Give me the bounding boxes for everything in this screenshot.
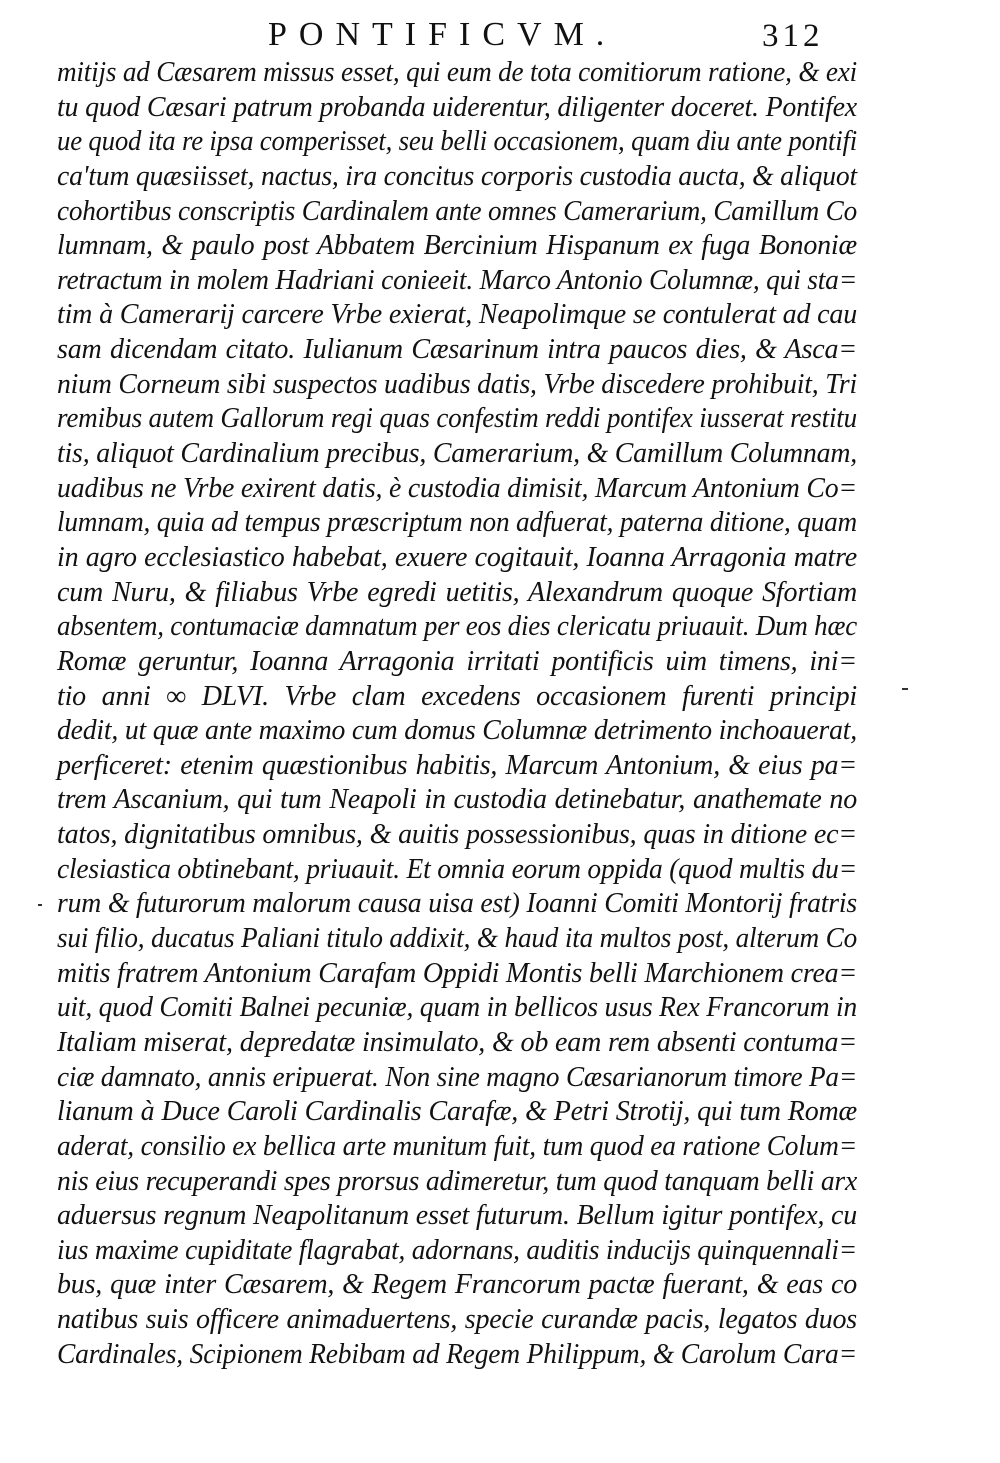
margin-mark	[38, 904, 42, 906]
text-line: perficeret: etenim quæstionibus habitis, Marcum Antonium, & eius pa=	[57, 749, 857, 781]
text-line: uadibus ne Vrbe exirent datis, è custodia dimisit, Marcum Antonium Co=	[57, 472, 857, 504]
text-line: cohortibus conscriptis Cardinalem ante omnes Camerarium, Camillum Co	[57, 195, 857, 227]
text-line: retractum in molem Hadriani conieeit. Marco Antonio Columnæ, qui sta=	[57, 264, 857, 296]
text-line: tu quod Cæsari patrum probanda uiderentur, diligenter doceret. Pontifex	[57, 91, 857, 123]
text-line: sam dicendam citato. Iulianum Cæsarinum intra paucos dies, & Asca=	[57, 334, 857, 366]
running-head	[0, 0, 1000, 62]
text-line: tim à Camerarij carcere Vrbe exierat, Neapolimque se contulerat ad cau	[57, 299, 857, 331]
page-number: 312	[762, 18, 824, 54]
text-line: ue quod ita re ipsa comperisset, seu belli occasionem, quam diu ante pontifi	[57, 126, 857, 158]
text-line: Italiam miserat, depredatæ insimulato, & ob eam rem absenti contuma=	[57, 1026, 857, 1058]
margin-mark	[902, 688, 908, 690]
text-line: mitijs ad Cæsarem missus esset, qui eum de tota comitiorum ratione, & exi	[57, 57, 857, 88]
text-line: nium Corneum sibi suspectos uadibus datis, Vrbe discedere prohibuit, Tri	[57, 368, 857, 400]
text-line: aduersus regnum Neapolitanum esset futurum. Bellum igitur pontifex, cu	[57, 1200, 857, 1232]
text-line: in agro ecclesiastico habebat, exuere cogitauit, Ioanna Arragonia matre	[57, 541, 857, 573]
text-line: sui filio, ducatus Paliani titulo addixit, & haud ita multos post, alterum Co	[57, 923, 857, 955]
text-line: mitis fratrem Antonium Carafam Oppidi Montis belli Marchionem crea=	[57, 957, 857, 989]
text-line: tatos, dignitatibus omnibus, & auitis possessionibus, quas in ditione ec=	[57, 819, 857, 851]
text-line: lumnam, quia ad tempus præscriptum non adfuerat, paterna ditione, quam	[57, 507, 857, 539]
text-line: cum Nuru, & filiabus Vrbe egredi uetitis, Alexandrum quoque Sfortiam	[57, 576, 857, 608]
text-line: ca'tum quæsiisset, nactus, ira concitus corporis custodia aucta, & aliquot	[57, 160, 857, 192]
text-line: lianum à Duce Caroli Cardinalis Carafæ, & Petri Strotij, qui tum Romæ	[57, 1096, 857, 1128]
main-text-block	[57, 56, 857, 1372]
text-line: aderat, consilio ex bellica arte munitum fuit, tum quod ea ratione Colum=	[57, 1130, 857, 1162]
text-line: clesiastica obtinebant, priuauit. Et omnia eorum oppida (quod multis du=	[57, 853, 857, 885]
text-line: tio anni ∞ DLVI. Vrbe clam excedens occasionem furenti principi	[57, 680, 857, 712]
text-line: ius maxime cupiditate flagrabat, adornans, auditis inducijs quinquennali=	[57, 1234, 857, 1266]
text-line: nis eius recuperandi spes prorsus adimeretur, tum quod tanquam belli arx	[57, 1165, 857, 1197]
text-line: remibus autem Gallorum regi quas confestim reddi pontifex iusserat restitu	[57, 403, 857, 435]
text-line: ciæ damnato, annis eripuerat. Non sine magno Cæsarianorum timore Pa=	[57, 1061, 857, 1093]
text-line: rum & futurorum malorum causa uisa est) Ioanni Comiti Montorij fratris	[57, 888, 857, 920]
text-line: trem Ascanium, qui tum Neapoli in custodia detinebatur, anathemate no	[57, 784, 857, 816]
text-line: dedit, ut quæ ante maximo cum domus Columnæ detrimento inchoauerat,	[57, 715, 857, 747]
text-line: tis, aliquot Cardinalium precibus, Camerarium, & Camillum Columnam,	[57, 438, 857, 470]
text-line: bus, quæ inter Cæsarem, & Regem Francorum pactæ fuerant, & eas co	[57, 1269, 857, 1301]
running-title: PONTIFICVM.	[268, 16, 617, 53]
text-line: Cardinales, Scipionem Rebibam ad Regem Philippum, & Carolum Cara=	[57, 1338, 857, 1370]
text-line: natibus suis officere animaduertens, specie curandæ pacis, legatos duos	[57, 1304, 857, 1336]
text-line: absentem, contumaciæ damnatum per eos dies clericatu priuauit. Dum hæc	[57, 611, 857, 643]
text-line: lumnam, & paulo post Abbatem Bercinium Hispanum ex fuga Bononiæ	[57, 230, 857, 262]
text-line: uit, quod Comiti Balnei pecuniæ, quam in bellicos usus Rex Francorum in	[57, 992, 857, 1024]
text-line: Romæ geruntur, Ioanna Arragonia irritati pontificis uim timens, ini=	[57, 645, 857, 677]
